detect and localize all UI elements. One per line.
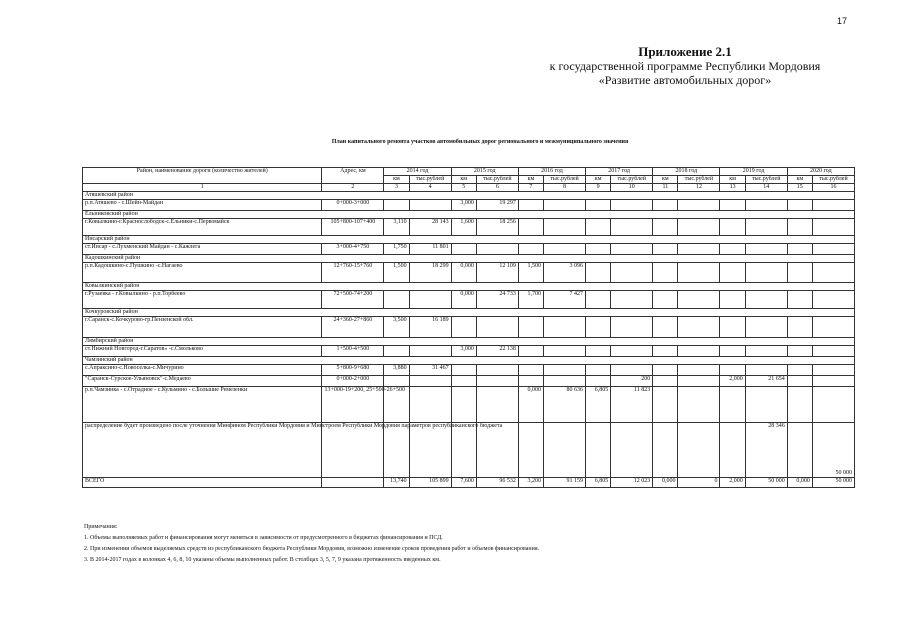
value-cell — [720, 219, 745, 236]
value-cell: 3,880 — [384, 365, 409, 376]
road-name-cell: р.п.Кадошкино-с.Пушкино -с.Нагаево — [83, 263, 322, 283]
total-row — [83, 478, 855, 488]
value-cell: 200 — [611, 376, 653, 387]
value-cell: 50 000 — [812, 478, 854, 488]
table-row — [83, 365, 855, 376]
value-cell: 22 138 — [476, 346, 518, 357]
header-rub: тыс.рублей — [476, 176, 518, 184]
plan-title: План капитального ремонта участков автомобильных дорог регионального и межмуниципального значения — [331, 139, 629, 145]
header-year: 2016 год — [518, 168, 585, 176]
value-cell — [678, 244, 720, 255]
section-row — [83, 283, 855, 291]
header-year: 2020 год — [787, 168, 854, 176]
header-km: км — [653, 176, 678, 184]
value-cell — [476, 365, 518, 376]
table-row — [83, 346, 855, 357]
value-cell — [451, 387, 476, 423]
value-cell — [787, 263, 812, 283]
value-cell — [653, 317, 678, 338]
value-cell — [476, 244, 518, 255]
header-rub: тыс.рублей — [745, 176, 787, 184]
value-cell: 7 427 — [544, 291, 586, 309]
page-number: 17 — [837, 16, 848, 26]
column-number: 15 — [787, 184, 812, 192]
value-cell — [409, 376, 451, 387]
header-rub: тыс.рублей — [611, 176, 653, 184]
header-rub: тыс.рублей — [544, 176, 586, 184]
appendix-subtitle-2: «Развитие автомобильных дорог» — [598, 73, 772, 87]
value-cell — [787, 244, 812, 255]
value-cell — [476, 376, 518, 387]
value-cell: 31 467 — [409, 365, 451, 376]
value-cell — [745, 365, 787, 376]
value-cell — [611, 219, 653, 236]
value-cell — [451, 376, 476, 387]
value-cell: 3,500 — [384, 317, 409, 338]
road-name-cell: ВСЕГО — [83, 478, 322, 488]
value-cell — [653, 291, 678, 309]
value-cell — [476, 317, 518, 338]
value-cell — [720, 291, 745, 309]
value-cell — [745, 219, 787, 236]
notes-title: Примечания: — [84, 524, 118, 530]
appendix-subtitle-1: к государственной программе Республики Мордовия — [549, 59, 821, 73]
value-cell: 18 256 — [476, 219, 518, 236]
value-cell — [678, 317, 720, 338]
value-cell — [812, 263, 854, 283]
note-item: 2. При изменении объемов выделяемых средств из республиканского бюджета Республики Мордовия, возможно изменение сроков проведения работ и объемов финансирования. — [84, 546, 540, 552]
value-cell — [678, 365, 720, 376]
value-cell: 1,600 — [451, 219, 476, 236]
value-cell — [611, 317, 653, 338]
address-cell: 72+500-74+200 — [322, 291, 384, 309]
value-cell: 21 654 — [745, 376, 787, 387]
plan-table — [82, 167, 855, 488]
header-rub: тыс.рублей — [678, 176, 720, 184]
table-row — [83, 200, 855, 211]
column-number: 13 — [720, 184, 745, 192]
table-row — [83, 291, 855, 309]
value-cell: 2,000 — [720, 478, 745, 488]
value-cell — [476, 387, 518, 423]
header-year: 2018 год — [653, 168, 720, 176]
value-cell: 1,500 — [384, 263, 409, 283]
value-cell — [745, 291, 787, 309]
column-number: 1 — [83, 184, 322, 192]
value-cell — [518, 423, 543, 478]
section-label: Ковылкинский район — [83, 283, 855, 291]
value-cell: 3,110 — [384, 219, 409, 236]
road-name-cell: р.п.Чамзинка - с.Отрадное - с.Кульмино - с.Большие Ремезенки — [83, 387, 322, 423]
value-cell — [787, 346, 812, 357]
value-cell — [409, 423, 451, 478]
value-cell: 105 899 — [409, 478, 451, 488]
value-cell — [787, 200, 812, 211]
value-cell — [586, 317, 611, 338]
value-cell — [544, 219, 586, 236]
value-cell: 1,750 — [384, 244, 409, 255]
value-cell — [812, 200, 854, 211]
value-cell — [678, 346, 720, 357]
value-cell: 0 — [678, 478, 720, 488]
value-cell: 80 636 — [544, 387, 586, 423]
value-cell: 3,000 — [451, 200, 476, 211]
address-cell: 0+000-2+000 — [322, 376, 384, 387]
address-cell: 13+000-19+200, 25+500-26+500 — [322, 387, 384, 423]
section-row — [83, 192, 855, 200]
value-cell — [586, 291, 611, 309]
value-cell — [384, 346, 409, 357]
address-cell — [322, 423, 384, 478]
value-cell — [745, 263, 787, 283]
value-cell — [586, 263, 611, 283]
value-cell — [787, 365, 812, 376]
value-cell — [518, 346, 543, 357]
section-label: Ельниковский район — [83, 211, 855, 219]
value-cell: 6,805 — [586, 387, 611, 423]
value-cell — [518, 244, 543, 255]
value-cell — [720, 244, 745, 255]
address-cell: 12+760-15+760 — [322, 263, 384, 283]
table-column-number-row — [83, 184, 855, 192]
value-cell — [745, 317, 787, 338]
value-cell — [611, 291, 653, 309]
plan-table-body — [83, 192, 855, 488]
value-cell — [544, 365, 586, 376]
value-cell — [544, 346, 586, 357]
section-row — [83, 211, 855, 219]
section-label: Чамзинский район — [83, 357, 855, 365]
column-number: 12 — [678, 184, 720, 192]
value-cell — [745, 200, 787, 211]
column-number: 8 — [544, 184, 586, 192]
value-cell — [745, 387, 787, 423]
road-name-cell: ст.Инсар - с.Лухменский Майдан - с.Кажлега — [83, 244, 322, 255]
value-cell: 0,000 — [787, 478, 812, 488]
value-cell: 1,700 — [518, 291, 543, 309]
column-number: 10 — [611, 184, 653, 192]
value-cell — [544, 423, 586, 478]
column-number: 7 — [518, 184, 543, 192]
value-cell — [611, 263, 653, 283]
table-row — [83, 317, 855, 338]
value-cell — [544, 376, 586, 387]
value-cell: 18 299 — [409, 263, 451, 283]
notes — [84, 522, 804, 566]
value-cell — [586, 365, 611, 376]
value-cell — [787, 219, 812, 236]
value-cell: 0,000 — [451, 291, 476, 309]
appendix-title: Приложение 2.1 — [638, 44, 732, 59]
value-cell — [812, 219, 854, 236]
value-cell — [653, 263, 678, 283]
value-cell — [653, 376, 678, 387]
value-cell: 91 159 — [544, 478, 586, 488]
value-cell: 7,600 — [451, 478, 476, 488]
value-cell: 11 801 — [409, 244, 451, 255]
value-cell — [653, 387, 678, 423]
value-cell — [678, 376, 720, 387]
value-cell — [544, 317, 586, 338]
address-cell: 24+360-27+860 — [322, 317, 384, 338]
value-cell — [653, 244, 678, 255]
value-cell — [720, 365, 745, 376]
section-label: Инсарский район — [83, 236, 855, 244]
column-number: 2 — [322, 184, 384, 192]
road-name-cell: р.п.Атяшево - с.Шейн-Майдан — [83, 200, 322, 211]
section-label: Атяшевский район — [83, 192, 855, 200]
value-cell — [586, 346, 611, 357]
value-cell — [518, 365, 543, 376]
value-cell — [678, 387, 720, 423]
value-cell — [653, 346, 678, 357]
value-cell — [586, 200, 611, 211]
value-cell — [812, 346, 854, 357]
value-cell: 3,200 — [518, 478, 543, 488]
address-cell — [322, 478, 384, 488]
value-cell — [812, 387, 854, 423]
header-km: км — [787, 176, 812, 184]
value-cell — [720, 346, 745, 357]
value-cell: 3,000 — [451, 346, 476, 357]
value-cell — [518, 200, 543, 211]
value-cell — [611, 423, 653, 478]
column-number: 14 — [745, 184, 787, 192]
table-row — [83, 219, 855, 236]
header-km: км — [518, 176, 543, 184]
value-cell: 50 000 — [812, 423, 854, 478]
value-cell — [409, 346, 451, 357]
header-year: 2019 год — [720, 168, 787, 176]
value-cell — [518, 376, 543, 387]
column-number: 9 — [586, 184, 611, 192]
value-cell — [409, 200, 451, 211]
road-name-cell: г.Ковылкино-г.Краснослободск-с.Ельники-с.Первомайск — [83, 219, 322, 236]
value-cell — [653, 200, 678, 211]
value-cell: 50 000 — [745, 478, 787, 488]
value-cell — [611, 346, 653, 357]
note-item: 3. В 2014-2017 годах в колонках 4, 6, 8, 10 указаны объемы выполненных работ. В столбцах 3, 5, 7, 9 указана протяженность введенных км. — [84, 557, 441, 563]
table-row — [83, 263, 855, 283]
value-cell — [653, 219, 678, 236]
value-cell — [586, 244, 611, 255]
value-cell — [678, 291, 720, 309]
value-cell — [812, 244, 854, 255]
table-row — [83, 387, 855, 423]
value-cell — [611, 200, 653, 211]
table-row — [83, 423, 855, 478]
address-cell: 1+500-4+500 — [322, 346, 384, 357]
header-year: 2015 год — [451, 168, 518, 176]
section-label: Кадошкинский район — [83, 255, 855, 263]
value-cell — [745, 244, 787, 255]
header-km: км — [384, 176, 409, 184]
value-cell — [384, 291, 409, 309]
value-cell — [611, 365, 653, 376]
section-row — [83, 309, 855, 317]
value-cell — [409, 387, 451, 423]
value-cell — [384, 376, 409, 387]
value-cell — [451, 423, 476, 478]
value-cell: 24 733 — [476, 291, 518, 309]
column-number: 4 — [409, 184, 451, 192]
column-number: 6 — [476, 184, 518, 192]
address-cell: 105+800-107+400 — [322, 219, 384, 236]
value-cell — [678, 219, 720, 236]
value-cell: 11 823 — [611, 387, 653, 423]
value-cell: 0,000 — [518, 387, 543, 423]
value-cell: 96 532 — [476, 478, 518, 488]
value-cell — [678, 423, 720, 478]
header-rub: тыс.рублей — [812, 176, 854, 184]
value-cell — [678, 263, 720, 283]
section-row — [83, 255, 855, 263]
value-cell — [720, 263, 745, 283]
header-km: км — [586, 176, 611, 184]
value-cell — [745, 346, 787, 357]
column-number: 5 — [451, 184, 476, 192]
value-cell: 16 189 — [409, 317, 451, 338]
road-name-cell: ст.Нижний Новгород-г.Саратов» -с.Смольково — [83, 346, 322, 357]
table-row — [83, 244, 855, 255]
address-cell: 3+000-4+750 — [322, 244, 384, 255]
value-cell — [409, 291, 451, 309]
section-row — [83, 236, 855, 244]
value-cell — [384, 423, 409, 478]
value-cell — [787, 423, 812, 478]
value-cell — [812, 365, 854, 376]
value-cell: 1,500 — [518, 263, 543, 283]
road-name-cell: "Саранск-Сурское-Ульяновск"-с.Медаево — [83, 376, 322, 387]
value-cell: 19 297 — [476, 200, 518, 211]
column-number: 11 — [653, 184, 678, 192]
value-cell — [720, 423, 745, 478]
column-number: 3 — [384, 184, 409, 192]
value-cell: 13,740 — [384, 478, 409, 488]
value-cell: 28 143 — [409, 219, 451, 236]
value-cell — [586, 376, 611, 387]
value-cell — [518, 219, 543, 236]
column-number: 16 — [812, 184, 854, 192]
value-cell — [451, 244, 476, 255]
value-cell — [787, 376, 812, 387]
address-cell: 5+800-9+680 — [322, 365, 384, 376]
road-name-cell: с.Апраксино-с.Новоселка-с.Мичурино — [83, 365, 322, 376]
value-cell — [518, 317, 543, 338]
value-cell: 12 109 — [476, 263, 518, 283]
header-rub: тыс.рублей — [409, 176, 451, 184]
value-cell — [586, 219, 611, 236]
value-cell — [544, 244, 586, 255]
note-item: 1. Объемы выполняемых работ и финансирования могут меняться в зависимости от предусмотренного в бюджетах финансирования и ПСД. — [84, 535, 443, 541]
header-km: км — [720, 176, 745, 184]
value-cell — [787, 387, 812, 423]
section-row — [83, 357, 855, 365]
value-cell — [678, 200, 720, 211]
value-cell — [384, 200, 409, 211]
value-cell: 0,000 — [653, 478, 678, 488]
road-name-cell: г.Саранск-с.Кочкурово-гр.Пензенской обл. — [83, 317, 322, 338]
value-cell — [812, 376, 854, 387]
header-km: км — [451, 176, 476, 184]
value-cell: 28 346 — [745, 423, 787, 478]
value-cell — [720, 200, 745, 211]
value-cell — [653, 365, 678, 376]
value-cell — [787, 291, 812, 309]
value-cell — [451, 365, 476, 376]
address-cell: 0+000-3+000 — [322, 200, 384, 211]
value-cell: 0,000 — [451, 263, 476, 283]
value-cell — [720, 317, 745, 338]
section-row — [83, 338, 855, 346]
table-row — [83, 376, 855, 387]
value-cell: 3 096 — [544, 263, 586, 283]
road-name-cell: г.Рузаевка - г.Ковылкино - р.п.Торбеево — [83, 291, 322, 309]
header-district: Район, наименование дороги (количество жителей) — [83, 168, 322, 184]
value-cell — [812, 317, 854, 338]
value-cell: 2,000 — [720, 376, 745, 387]
value-cell: 12 023 — [611, 478, 653, 488]
header-year: 2014 год — [384, 168, 451, 176]
section-label: Лямбирский район — [83, 338, 855, 346]
value-cell — [451, 317, 476, 338]
value-cell — [544, 200, 586, 211]
value-cell — [812, 291, 854, 309]
value-cell — [586, 423, 611, 478]
section-label: Кочкуровский район — [83, 309, 855, 317]
value-cell: 6,805 — [586, 478, 611, 488]
value-cell — [611, 244, 653, 255]
appendix-header — [505, 45, 865, 87]
header-address: Адрес, км — [322, 168, 384, 184]
value-cell — [476, 423, 518, 478]
value-cell — [653, 423, 678, 478]
road-name-cell: распределение будет произведено после уточнения Минфином Республики Мордовия и Минстроем Республики Мордовия параметров республиканского бюджета — [83, 423, 322, 478]
table-header-row — [83, 168, 855, 176]
value-cell — [720, 387, 745, 423]
header-year: 2017 год — [586, 168, 653, 176]
value-cell — [787, 317, 812, 338]
